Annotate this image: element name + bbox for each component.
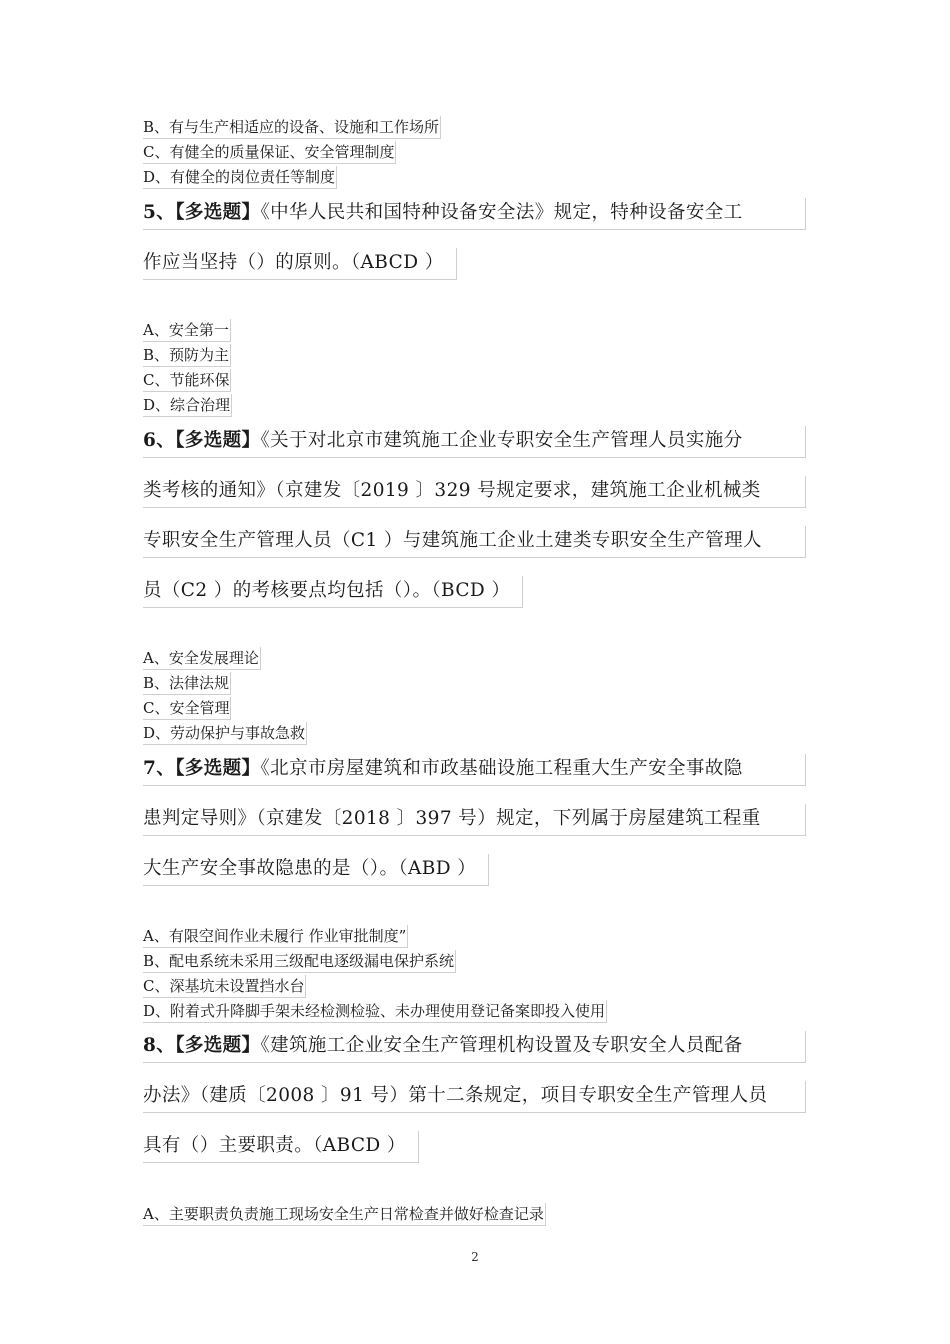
question-7-line-3: 大生产安全事故隐患的是（）。（ABD ） — [143, 854, 489, 886]
question-number: 6、 — [143, 430, 176, 451]
option-line: A、有限空间作业未履行 作业审批制度” — [143, 925, 408, 948]
option-line: B、预防为主 — [143, 344, 231, 367]
question-type: 【多选题】 — [175, 430, 261, 451]
question-6-line-1 — [143, 426, 806, 458]
question-8-line-1 — [143, 1031, 806, 1063]
question-type: 【多选题】 — [175, 202, 261, 223]
question-7-line-1 — [143, 754, 806, 786]
option-line: C、深基坑未设置挡水台 — [143, 975, 306, 998]
question-text: 《建筑施工企业安全生产管理机构设置及专职安全人员配备 — [260, 1035, 743, 1056]
option-line: A、安全发展理论 — [143, 647, 261, 670]
option-line: D、附着式升降脚手架未经检测检验、未办理使用登记备案即投入使用 — [143, 1000, 607, 1023]
option-line: D、综合治理 — [143, 394, 232, 417]
option-line: B、有与生产相适应的设备、设施和工作场所 — [143, 116, 441, 139]
option-line: A、主要职责负责施工现场安全生产日常检查并做好检查记录 — [143, 1203, 546, 1226]
question-5-line-1 — [143, 198, 806, 230]
option-line: B、配电系统未采用三级配电逐级漏电保护系统 — [143, 950, 456, 973]
option-line: C、节能环保 — [143, 369, 231, 392]
question-6-line-4: 员（C2 ）的考核要点均包括（）。（BCD ） — [143, 576, 523, 608]
question-5-line-2: 作应当坚持（）的原则。（ABCD ） — [143, 248, 457, 280]
option-line: D、劳动保护与事故急救 — [143, 722, 307, 745]
question-number: 8、 — [143, 1035, 176, 1056]
question-type: 【多选题】 — [175, 1035, 261, 1056]
question-6-line-3: 专职安全生产管理人员（C1 ）与建筑施工企业土建类专职安全生产管理人 — [143, 526, 806, 558]
option-line: C、有健全的质量保证、安全管理制度 — [143, 141, 396, 164]
question-number: 7、 — [143, 758, 176, 779]
question-6-line-2: 类考核的通知》（京建发〔2019 〕329 号规定要求，建筑施工企业机械类 — [143, 476, 806, 508]
question-8-line-2: 办法》（建质〔2008 〕91 号）第十二条规定，项目专职安全生产管理人员 — [143, 1081, 806, 1113]
question-text: 《关于对北京市建筑施工企业专职安全生产管理人员实施分 — [260, 430, 743, 451]
page-number: 2 — [471, 1250, 479, 1264]
question-text: 《中华人民共和国特种设备安全法》规定，特种设备安全工 — [260, 202, 743, 223]
question-7-line-2: 患判定导则》（京建发〔2018 〕397 号）规定，下列属于房屋建筑工程重 — [143, 804, 806, 836]
option-line: A、安全第一 — [143, 319, 231, 342]
question-number: 5、 — [143, 202, 176, 223]
question-text: 《北京市房屋建筑和市政基础设施工程重大生产安全事故隐 — [260, 758, 743, 779]
option-line: C、安全管理 — [143, 697, 231, 720]
option-line: B、法律法规 — [143, 672, 231, 695]
question-8-line-3: 具有（）主要职责。（ABCD ） — [143, 1131, 419, 1163]
option-line: D、有健全的岗位责任等制度 — [143, 166, 337, 189]
question-type: 【多选题】 — [175, 758, 261, 779]
